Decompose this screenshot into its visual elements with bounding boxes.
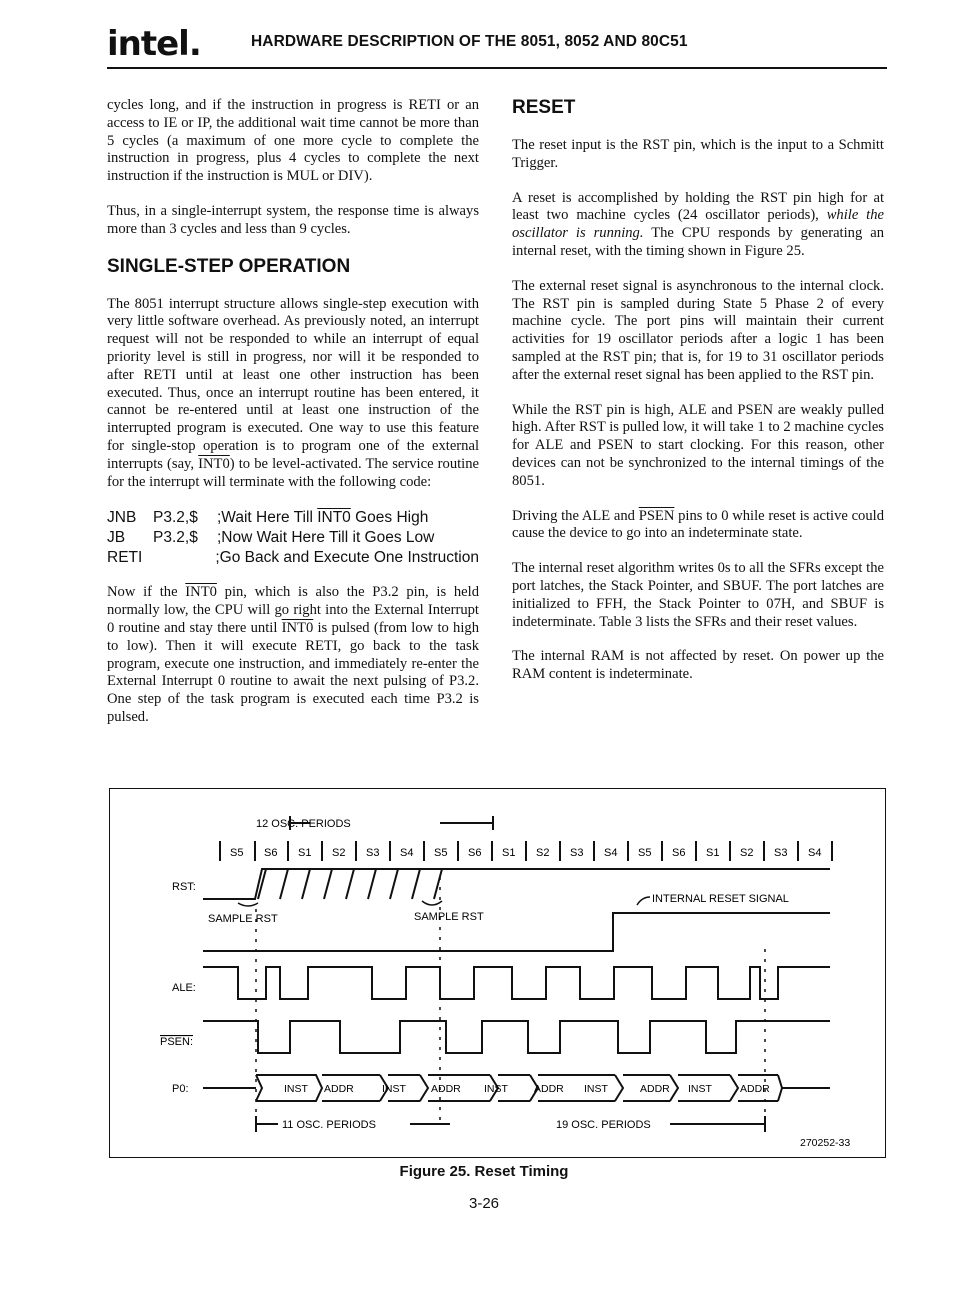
psen-label: PSEN: <box>160 1036 194 1048</box>
right-paragraph-2: A reset is accomplished by holding the RST pin high for at least two machine cycles (24 oscillator periods), while the oscillator is running. The CPU responds by generating an internal reset, with the timing shown in Figure 25. <box>512 189 885 259</box>
svg-text:S3: S3 <box>366 847 380 859</box>
svg-text:INST: INST <box>484 1083 508 1095</box>
reset-timing-figure <box>109 788 886 1158</box>
intel-logo: intel. <box>107 24 201 64</box>
sample-markers <box>238 897 650 906</box>
code-line: RETI ;Go Back and Execute One Instruction <box>107 549 479 567</box>
code-line: JB P3.2,$ ;Now Wait Here Till it Goes Low <box>107 529 435 547</box>
svg-text:ADDR: ADDR <box>534 1083 564 1095</box>
ale-waveform <box>203 967 830 999</box>
svg-text:S1: S1 <box>706 847 720 859</box>
period-19-label: 19 OSC. PERIODS <box>556 1119 651 1131</box>
left-paragraph-2: Thus, in a single-interrupt system, the response time is always more than 3 cycles and less than 9 cycles. <box>107 202 479 237</box>
svg-text:S2: S2 <box>740 847 754 859</box>
p0-segment-labels <box>284 1083 770 1095</box>
section-heading-single-step: SINGLE-STEP OPERATION <box>107 255 351 277</box>
svg-text:ADDR: ADDR <box>431 1083 461 1095</box>
timing-diagram <box>110 789 885 1157</box>
rst-label: RST: <box>172 881 196 893</box>
left-paragraph-4: Now if the INT0 pin, which is also the P3.2 pin, is held normally low, the CPU will go right into the External Interrupt 0 routine and stay there until INT0 is pulsed (from low to high to low). Then it will execute RETI, go back to the task program, execute one instruction, and immediately re-enter the External Interrupt 0 routine to await the next pulsing of P3.2. One step of the task program is executed each time P3.2 is pulsed. <box>107 584 479 725</box>
left-column <box>107 97 479 744</box>
header-title: HARDWARE DESCRIPTION OF THE 8051, 8052 AND 80C51 <box>251 33 688 50</box>
svg-text:S6: S6 <box>672 847 686 859</box>
left-paragraph-1: cycles long, and if the instruction in progress is RETI or an access to IE or IP, the additional wait time cannot be more than 5 cycles (a maximum of one more cycle to complete the instruction in progress, plus 4 cycles to complete the next instruction if the instruction is MUL or DIV). <box>107 97 479 185</box>
sample-rst-label-2: SAMPLE RST <box>414 911 484 923</box>
right-column <box>512 97 884 701</box>
svg-text:S4: S4 <box>400 847 414 859</box>
svg-text:S6: S6 <box>468 847 482 859</box>
svg-text:INST: INST <box>382 1083 406 1095</box>
svg-text:ADDR: ADDR <box>640 1083 670 1095</box>
svg-text:INST: INST <box>284 1083 308 1095</box>
code-block <box>107 508 479 568</box>
svg-text:S6: S6 <box>264 847 278 859</box>
header-rule <box>107 67 887 69</box>
p0-label: P0: <box>172 1083 189 1095</box>
svg-text:S2: S2 <box>332 847 346 859</box>
page-header <box>107 24 887 68</box>
internal-reset-waveform <box>203 913 830 951</box>
right-paragraph-3: The external reset signal is asynchronous to the internal clock. The RST pin is sampled during State 5 Phase 2 of every machine cycle. The port pins will maintain their current activities for 19 oscillator periods after a logic 1 has been sampled at the RST pin; that is, for 19 to 31 oscillator periods after the external reset signal has been applied to the RST pin. <box>512 277 884 383</box>
rst-hatching <box>258 869 442 899</box>
svg-text:S3: S3 <box>570 847 584 859</box>
svg-text:INST: INST <box>688 1083 712 1095</box>
right-paragraph-1: The reset input is the RST pin, which is the input to a Schmitt Trigger. <box>512 137 884 171</box>
right-paragraph-5: Driving the ALE and PSEN pins to 0 while reset is active could cause the device to go into an indeterminate state. <box>512 507 884 542</box>
svg-text:ADDR: ADDR <box>740 1083 770 1095</box>
page-number: 3-26 <box>468 1195 500 1212</box>
svg-text:S1: S1 <box>502 847 516 859</box>
code-line: JNB P3.2,$ ;Wait Here Till INT0 Goes High <box>107 509 429 527</box>
int0-overline: INT0 <box>198 455 230 472</box>
svg-text:S5: S5 <box>434 847 448 859</box>
figure-id: 270252-33 <box>800 1137 851 1149</box>
internal-reset-label: INTERNAL RESET SIGNAL <box>652 893 789 905</box>
svg-text:S5: S5 <box>638 847 652 859</box>
right-paragraph-7: The internal RAM is not affected by reset. On power up the RAM content is indeterminate. <box>512 648 884 683</box>
period-11-label: 11 OSC. PERIODS <box>282 1119 376 1131</box>
svg-text:ADDR: ADDR <box>324 1083 354 1095</box>
top-period-label: 12 OSC. PERIODS <box>256 818 351 830</box>
section-heading-reset: RESET <box>512 97 576 118</box>
ale-label: ALE: <box>172 982 196 994</box>
right-paragraph-6: The internal reset algorithm writes 0s to all the SFRs except the port latches, the Stack Pointer, and SBUF. The port latches are initialized to FFH, the Stack Pointer to 07H, and SBUF is indeterminate. Table 3 lists the SFRs and their reset values. <box>512 560 884 630</box>
sample-rst-label-1: SAMPLE RST <box>208 913 278 925</box>
svg-text:S4: S4 <box>808 847 822 859</box>
svg-text:S5: S5 <box>230 847 244 859</box>
svg-text:S4: S4 <box>604 847 618 859</box>
left-paragraph-3: The 8051 interrupt structure allows single-step execution with very little software overhead. As previously noted, an interrupt request will not be responded to while an interrupt of equal priority level is still in progress, nor will it be responded to after RETI until at least one other instruction has been executed. Thus, once an interrupt routine has been entered, it cannot be re-entered until at least one instruction of the interrupted program is executed. One way to use this feature for single-stop operation is to program one of the external interrupts (say, INT0) to be level-activated. The service routine for the interrupt will terminate with the following code: <box>107 295 479 490</box>
svg-text:S3: S3 <box>774 847 788 859</box>
psen-waveform <box>203 1021 830 1053</box>
figure-caption: Figure 25. Reset Timing <box>399 1163 569 1180</box>
svg-text:INST: INST <box>584 1083 608 1095</box>
svg-text:S2: S2 <box>536 847 550 859</box>
right-paragraph-4: While the RST pin is high, ALE and PSEN are weakly pulled high. After RST is pulled low, it will take 1 to 2 machine cycles for ALE and PSEN to start clocking. For this reason, other devices can not be synchronized to the internal timings of the 8051. <box>512 401 884 489</box>
svg-text:S1: S1 <box>298 847 312 859</box>
